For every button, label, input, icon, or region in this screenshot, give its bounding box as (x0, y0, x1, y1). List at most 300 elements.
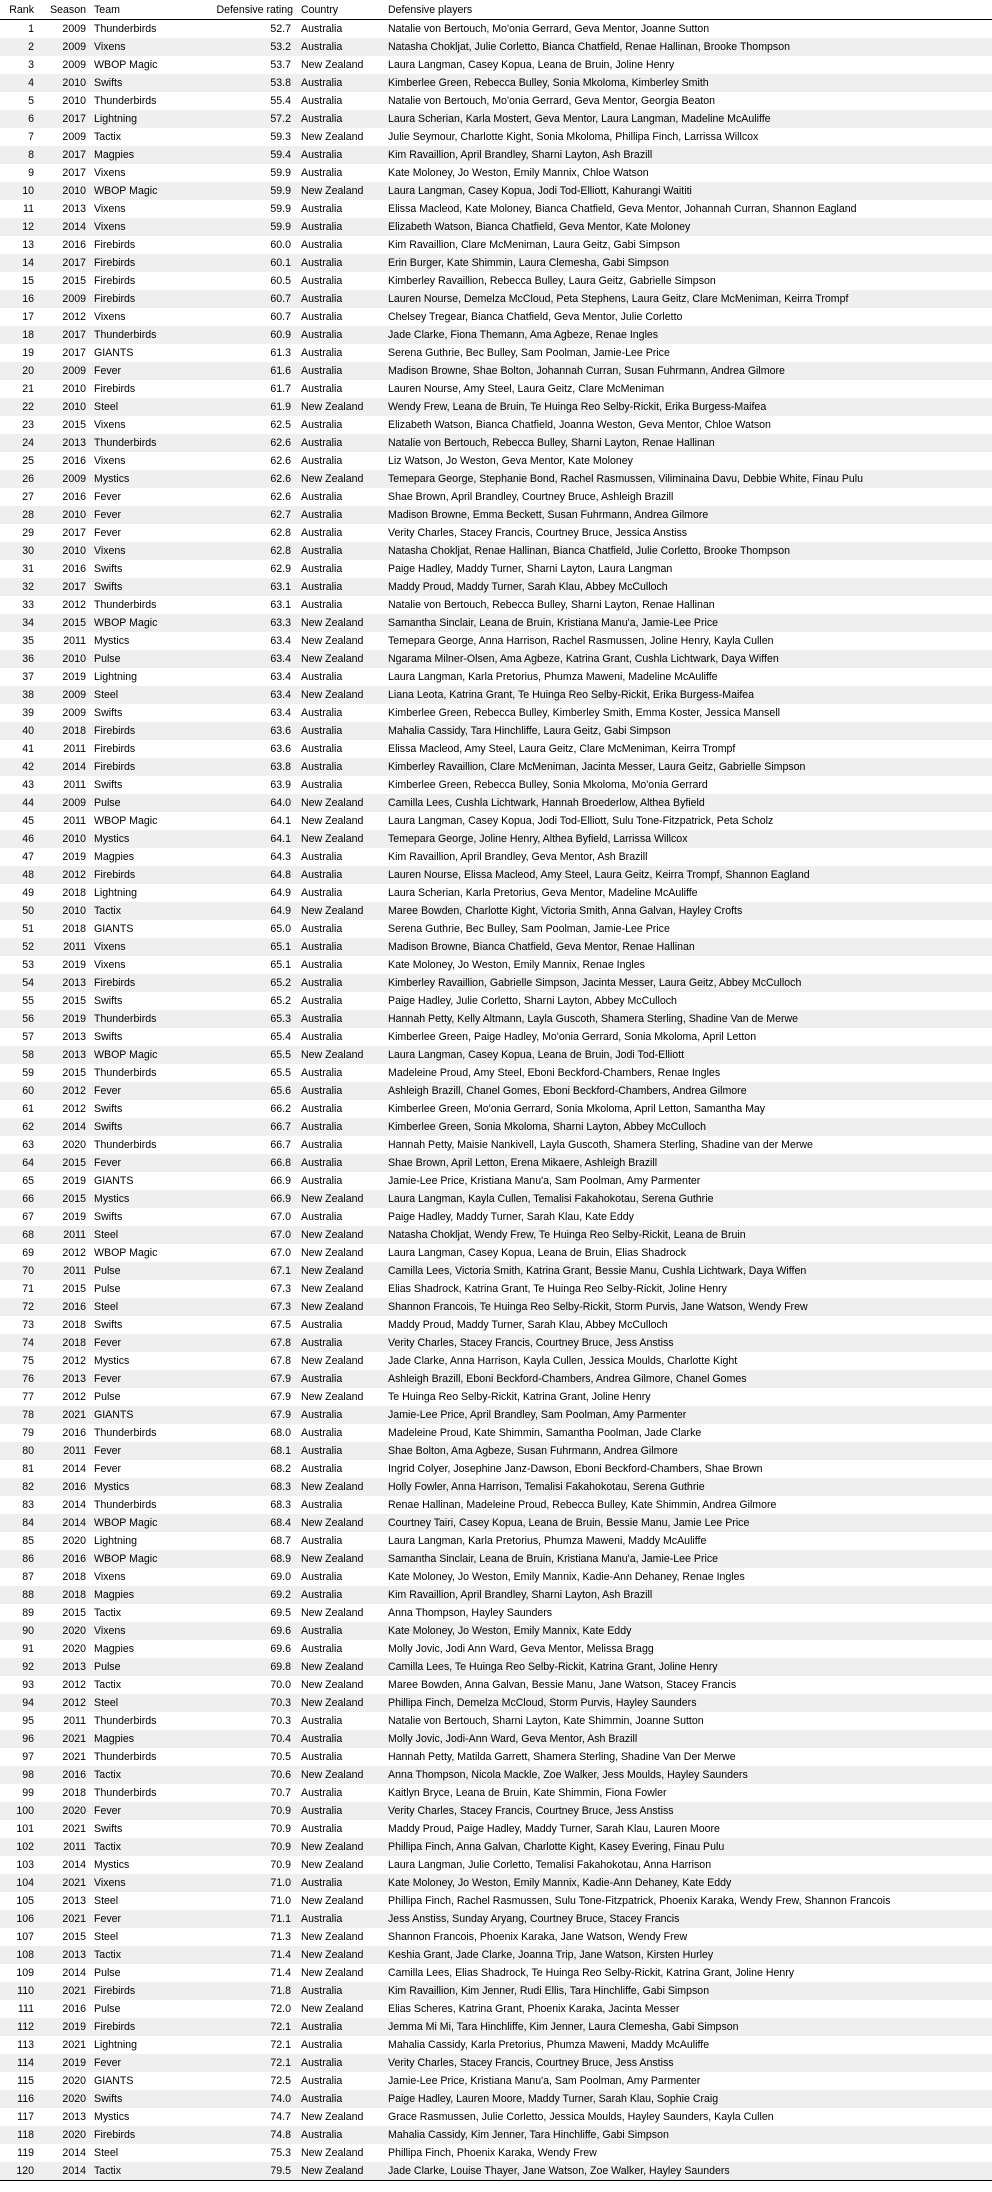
season-cell: 2010 (62, 383, 86, 395)
country-cell: Australia (301, 1103, 343, 1115)
country-cell: New Zealand (301, 635, 364, 647)
table-row (0, 1892, 992, 1910)
country-cell: Australia (301, 1211, 343, 1223)
season-cell: 2020 (62, 1535, 86, 1547)
team-cell: Swifts (94, 563, 123, 575)
table-row (0, 1658, 992, 1676)
rating-cell: 59.9 (203, 218, 297, 236)
rating-cell: 64.1 (203, 830, 297, 848)
players-cell: Laura Langman, Kayla Cullen, Temalisi Fakahokotau, Serena Guthrie (384, 1190, 992, 1208)
rank-cell: 9 (28, 167, 34, 179)
players-cell: Phillipa Finch, Demelza McCloud, Storm Purvis, Hayley Saunders (384, 1694, 992, 1712)
country-cell: New Zealand (297, 1262, 384, 1280)
players-cell: Shae Brown, April Letton, Erena Mikaere, Ashleigh Brazill (384, 1154, 992, 1172)
players-cell: Madeleine Proud, Kate Shimmin, Samantha Poolman, Jade Clarke (388, 1427, 702, 1439)
team-cell: Tactix (94, 1607, 122, 1619)
rating-cell: 69.2 (203, 1586, 297, 1604)
season-cell: 2017 (38, 578, 90, 596)
players-cell: Samantha Sinclair, Leana de Bruin, Kristiana Manu'a, Jamie-Lee Price (384, 614, 992, 632)
players-cell: Elias Scheres, Katrina Grant, Phoenix Karaka, Jacinta Messer (388, 2003, 680, 2015)
season-cell: 2014 (62, 1499, 86, 1511)
country-cell: New Zealand (297, 1298, 384, 1316)
season-cell: 2012 (62, 1391, 86, 1403)
players-cell: Anna Thompson, Nicola Mackle, Zoe Walker, Jess Moulds, Hayley Saunders (384, 1766, 992, 1784)
rank-cell: 49 (22, 887, 34, 899)
players-cell: Kimberley Ravaillion, Gabrielle Simpson, Jacinta Messer, Laura Geitz, Abbey McCulloch (384, 974, 992, 992)
table-row (0, 1334, 992, 1352)
table-row (0, 1982, 992, 2000)
rating-cell: 57.2 (203, 110, 297, 128)
rank-cell: 3 (28, 59, 34, 71)
season-cell: 2017 (38, 254, 90, 272)
rating-cell: 65.0 (270, 923, 291, 935)
season-cell: 2010 (38, 650, 90, 668)
rank-cell: 19 (22, 347, 34, 359)
players-cell: Wendy Frew, Leana de Bruin, Te Huinga Reo Selby-Rickit, Erika Burgess-Maifea (384, 398, 992, 416)
season-cell: 2016 (38, 1550, 90, 1568)
season-cell: 2020 (62, 1643, 86, 1655)
country-cell: Australia (301, 1643, 343, 1655)
players-cell: Jade Clarke, Fiona Themann, Ama Agbeze, Renae Ingles (384, 326, 992, 344)
team-cell: Thunderbirds (90, 326, 203, 344)
players-cell: Lauren Nourse, Amy Steel, Laura Geitz, Clare McMeniman (388, 383, 665, 395)
rank-cell: 10 (0, 182, 38, 200)
rating-cell: 67.0 (270, 1247, 291, 1259)
season-cell: 2019 (38, 2018, 90, 2036)
rank-cell: 72 (0, 1298, 38, 1316)
players-cell: Molly Jovic, Jodi Ann Ward, Geva Mentor, Melissa Bragg (388, 1643, 654, 1655)
rating-cell: 70.3 (203, 1694, 297, 1712)
rank-cell: 43 (22, 779, 34, 791)
rating-cell: 65.1 (203, 938, 297, 956)
team-cell: Vixens (90, 938, 203, 956)
team-cell: Thunderbirds (94, 95, 157, 107)
players-cell: Te Huinga Reo Selby-Rickit, Katrina Grant, Joline Henry (388, 1391, 651, 1403)
rank-cell: 103 (16, 1859, 34, 1871)
season-cell: 2012 (62, 1247, 86, 1259)
season-cell: 2016 (62, 455, 86, 467)
players-cell: Kimberley Ravaillion, Rebecca Bulley, Laura Geitz, Gabrielle Simpson (388, 275, 716, 287)
country-cell: Australia (301, 275, 343, 287)
rating-cell: 67.3 (270, 1283, 291, 1295)
rank-cell: 94 (0, 1694, 38, 1712)
team-cell: Mystics (94, 635, 130, 647)
season-cell: 2018 (62, 1787, 86, 1799)
rating-cell: 69.0 (270, 1571, 291, 1583)
players-cell: Maree Bowden, Anna Galvan, Bessie Manu, Jane Watson, Stacey Francis (388, 1679, 737, 1691)
season-cell: 2012 (38, 866, 90, 884)
team-cell: Pulse (90, 650, 203, 668)
rating-cell: 63.4 (270, 707, 291, 719)
rating-cell: 64.3 (270, 851, 291, 863)
rating-cell: 60.9 (203, 326, 297, 344)
team-cell: Swifts (94, 1319, 123, 1331)
players-cell: Ashleigh Brazill, Eboni Beckford-Chambers, Andrea Gilmore, Chanel Gomes (384, 1370, 992, 1388)
team-cell: Firebirds (94, 275, 136, 287)
rank-cell: 22 (0, 398, 38, 416)
rating-cell: 61.7 (270, 383, 291, 395)
rating-cell: 65.4 (270, 1031, 291, 1043)
country-cell: Australia (301, 743, 343, 755)
table-row (0, 1712, 992, 1730)
players-cell: Grace Rasmussen, Julie Corletto, Jessica Moulds, Hayley Saunders, Kayla Cullen (388, 2111, 774, 2123)
rating-cell: 61.3 (270, 347, 291, 359)
players-cell: Shae Bolton, Ama Agbeze, Susan Fuhrmann, Andrea Gilmore (384, 1442, 992, 1460)
team-cell: Firebirds (90, 974, 203, 992)
table-row (0, 1730, 992, 1748)
team-cell: Fever (90, 362, 203, 380)
table-row (0, 128, 992, 146)
rank-cell: 16 (0, 290, 38, 308)
rating-cell: 63.8 (203, 758, 297, 776)
team-cell: Vixens (90, 38, 203, 56)
season-cell: 2015 (38, 1154, 90, 1172)
table-row (0, 1586, 992, 1604)
season-cell: 2017 (62, 527, 86, 539)
table-row (0, 920, 992, 938)
table-row (0, 1496, 992, 1514)
players-cell: Shae Brown, April Brandley, Courtney Bruce, Ashleigh Brazill (388, 491, 674, 503)
season-cell: 2010 (62, 95, 86, 107)
players-cell: Verity Charles, Stacey Francis, Courtney Bruce, Jess Anstiss (384, 2054, 992, 2072)
season-cell: 2021 (38, 1910, 90, 1928)
country-cell: New Zealand (297, 2162, 384, 2181)
rating-cell: 67.8 (203, 1334, 297, 1352)
table-row (0, 326, 992, 344)
rank-cell: 76 (0, 1370, 38, 1388)
rank-cell: 51 (22, 923, 34, 935)
rank-cell: 29 (22, 527, 34, 539)
team-cell: Thunderbirds (90, 434, 203, 452)
table-row (0, 578, 992, 596)
season-cell: 2013 (38, 1370, 90, 1388)
rating-cell: 68.7 (270, 1535, 291, 1547)
table-row (0, 2090, 992, 2108)
season-cell: 2020 (38, 1622, 90, 1640)
players-cell: Maddy Proud, Paige Hadley, Maddy Turner, Sarah Klau, Lauren Moore (388, 1823, 720, 1835)
country-cell: Australia (297, 1442, 384, 1460)
table-row (0, 146, 992, 164)
rank-cell: 78 (0, 1406, 38, 1424)
table-row (0, 884, 992, 902)
team-cell: Vixens (94, 203, 126, 215)
rank-cell: 91 (22, 1643, 34, 1655)
table-row (0, 362, 992, 380)
country-cell: New Zealand (301, 1679, 364, 1691)
team-cell: Vixens (94, 1571, 126, 1583)
team-cell: Steel (90, 1226, 203, 1244)
rating-cell: 70.0 (270, 1679, 291, 1691)
team-cell: Vixens (90, 1622, 203, 1640)
table-row (0, 704, 992, 722)
players-cell: Maddy Proud, Maddy Turner, Sarah Klau, Abbey McCulloch (384, 578, 992, 596)
rating-cell: 62.8 (203, 542, 297, 560)
table-row (0, 1388, 992, 1406)
team-cell: Pulse (90, 1658, 203, 1676)
team-cell: Mystics (94, 1859, 130, 1871)
team-cell: Swifts (90, 2090, 203, 2108)
team-cell: Steel (94, 1895, 119, 1907)
season-cell: 2011 (38, 938, 90, 956)
season-cell: 2009 (62, 131, 86, 143)
team-cell: Tactix (90, 1946, 203, 1964)
season-cell: 2010 (38, 542, 90, 560)
players-cell: Mahalia Cassidy, Karla Pretorius, Phumza Maweni, Maddy McAuliffe (388, 2039, 710, 2051)
country-cell: New Zealand (297, 1658, 384, 1676)
rating-cell: 53.8 (203, 74, 297, 92)
table-row (0, 1082, 992, 1100)
country-cell: Australia (301, 1823, 343, 1835)
rank-cell: 38 (0, 686, 38, 704)
rating-cell: 67.1 (203, 1262, 297, 1280)
table-row (0, 812, 992, 830)
rank-cell: 93 (22, 1679, 34, 1691)
season-cell: 2014 (38, 758, 90, 776)
season-cell: 2015 (62, 419, 86, 431)
season-cell: 2019 (38, 2054, 90, 2072)
season-cell: 2009 (38, 686, 90, 704)
country-cell: Australia (297, 1586, 384, 1604)
players-cell: Paige Hadley, Maddy Turner, Sarah Klau, Kate Eddy (388, 1211, 634, 1223)
rank-cell: 59 (22, 1067, 34, 1079)
season-cell: 2019 (62, 851, 86, 863)
team-cell: Lightning (94, 887, 138, 899)
rating-cell: 63.4 (270, 671, 291, 683)
team-cell: Swifts (90, 578, 203, 596)
table-row (0, 956, 992, 974)
players-cell: Lauren Nourse, Demelza McCloud, Peta Stephens, Laura Geitz, Clare McMeniman, Keirra Trompf (384, 290, 992, 308)
team-cell: Steel (90, 398, 203, 416)
country-cell: Australia (297, 722, 384, 740)
rank-cell: 28 (0, 506, 38, 524)
season-cell: 2012 (38, 1082, 90, 1100)
team-cell: Thunderbirds (90, 1010, 203, 1028)
rating-cell: 62.6 (203, 434, 297, 452)
team-cell: Vixens (90, 218, 203, 236)
table-row (0, 2162, 992, 2181)
players-cell: Paige Hadley, Lauren Moore, Maddy Turner, Sarah Klau, Sophie Craig (384, 2090, 992, 2108)
country-cell: New Zealand (297, 1478, 384, 1496)
rating-cell: 63.4 (203, 650, 297, 668)
table-row (0, 164, 992, 182)
rank-cell: 2 (0, 38, 38, 56)
table-row (0, 2072, 992, 2090)
team-cell: Mystics (94, 1355, 130, 1367)
rating-cell: 66.9 (203, 1190, 297, 1208)
country-cell: Australia (301, 1031, 343, 1043)
rating-cell: 66.7 (203, 1118, 297, 1136)
team-cell: Tactix (90, 1766, 203, 1784)
team-cell: WBOP Magic (90, 182, 203, 200)
rank-cell: 112 (0, 2018, 38, 2036)
season-cell: 2018 (62, 923, 86, 935)
rating-cell: 63.1 (203, 578, 297, 596)
table-row (0, 1622, 992, 1640)
rank-cell: 5 (28, 95, 34, 107)
table-row (0, 1028, 992, 1046)
rank-cell: 105 (16, 1895, 34, 1907)
rank-cell: 102 (0, 1838, 38, 1856)
season-cell: 2016 (38, 1298, 90, 1316)
rating-cell: 70.3 (270, 1715, 291, 1727)
country-cell: New Zealand (301, 1283, 364, 1295)
rating-cell: 68.1 (203, 1442, 297, 1460)
rating-cell: 60.1 (203, 254, 297, 272)
table-row (0, 614, 992, 632)
season-cell: 2015 (62, 995, 86, 1007)
table-row (0, 452, 992, 470)
rank-cell: 41 (22, 743, 34, 755)
rank-cell: 37 (22, 671, 34, 683)
rating-cell: 70.9 (203, 1802, 297, 1820)
table-row (0, 1064, 992, 1082)
rating-cell: 70.6 (203, 1766, 297, 1784)
table-row (0, 1244, 992, 1262)
players-cell: Courtney Tairi, Casey Kopua, Leana de Bruin, Bessie Manu, Jamie Lee Price (384, 1514, 992, 1532)
players-cell: Phillipa Finch, Rachel Rasmussen, Sulu Tone-Fitzpatrick, Phoenix Karaka, Wendy Frew, Shannon Francois (388, 1895, 891, 1907)
table-row (0, 2054, 992, 2072)
players-cell: Hannah Petty, Kelly Altmann, Layla Guscoth, Shamera Sterling, Shadine Van de Merwe (384, 1010, 992, 1028)
players-cell: Kate Moloney, Jo Weston, Emily Mannix, Kate Eddy (384, 1622, 992, 1640)
country-cell: Australia (297, 974, 384, 992)
country-cell: Australia (297, 578, 384, 596)
country-cell: New Zealand (297, 1190, 384, 1208)
rank-cell: 99 (22, 1787, 34, 1799)
players-cell: Temepara George, Stephanie Bond, Rachel Rasmussen, Viliminaina Davu, Debbie White, Finau Pulu (384, 470, 992, 488)
rating-cell: 63.4 (270, 635, 291, 647)
table-row (0, 470, 992, 488)
season-cell: 2014 (62, 1859, 86, 1871)
season-cell: 2011 (63, 743, 86, 755)
country-cell: Australia (301, 1535, 343, 1547)
table-row (0, 1532, 992, 1550)
team-cell: Fever (90, 2054, 203, 2072)
rating-cell: 74.7 (270, 2111, 291, 2123)
team-cell: Tactix (94, 1679, 122, 1691)
season-cell: 2009 (38, 362, 90, 380)
team-cell: Pulse (90, 794, 203, 812)
season-cell: 2020 (62, 2075, 86, 2087)
season-cell: 2009 (38, 38, 90, 56)
table-row (0, 1226, 992, 1244)
season-cell: 2016 (62, 2003, 86, 2015)
country-cell: Australia (301, 671, 343, 683)
team-cell: Firebirds (90, 758, 203, 776)
table-row (0, 938, 992, 956)
players-cell: Laura Langman, Casey Kopua, Leana de Bruin, Joline Henry (388, 59, 675, 71)
table-body (0, 20, 992, 2181)
country-cell: Australia (297, 254, 384, 272)
season-cell: 2011 (38, 1442, 90, 1460)
players-cell: Mahalia Cassidy, Tara Hinchliffe, Laura Geitz, Gabi Simpson (384, 722, 992, 740)
season-cell: 2017 (62, 167, 86, 179)
team-cell: Vixens (90, 542, 203, 560)
season-cell: 2010 (38, 182, 90, 200)
rank-cell: 84 (0, 1514, 38, 1532)
rank-cell: 92 (0, 1658, 38, 1676)
rank-cell: 86 (0, 1550, 38, 1568)
rank-cell: 81 (22, 1463, 34, 1475)
rank-cell: 14 (0, 254, 38, 272)
players-cell: Kate Moloney, Jo Weston, Emily Mannix, Renae Ingles (388, 959, 645, 971)
rating-cell: 69.6 (270, 1643, 291, 1655)
season-cell: 2011 (38, 1262, 90, 1280)
season-cell: 2010 (38, 830, 90, 848)
season-cell: 2021 (62, 1751, 86, 1763)
season-cell: 2014 (38, 2162, 90, 2181)
players-cell: Ashleigh Brazill, Chanel Gomes, Eboni Beckford-Chambers, Andrea Gilmore (384, 1082, 992, 1100)
players-cell: Jemma Mi Mi, Tara Hinchliffe, Kim Jenner, Laura Clemesha, Gabi Simpson (384, 2018, 992, 2036)
players-cell: Serena Guthrie, Bec Bulley, Sam Poolman, Jamie-Lee Price (388, 347, 670, 359)
rank-cell: 33 (22, 599, 34, 611)
rating-cell: 68.3 (203, 1478, 297, 1496)
table-row (0, 1784, 992, 1802)
rank-cell: 46 (0, 830, 38, 848)
rank-cell: 15 (22, 275, 34, 287)
table-row (0, 110, 992, 128)
players-cell: Jade Clarke, Anna Harrison, Kayla Cullen, Jessica Moulds, Charlotte Kight (388, 1355, 738, 1367)
rank-cell: 63 (22, 1139, 34, 1151)
players-cell: Mahalia Cassidy, Kim Jenner, Tara Hinchliffe, Gabi Simpson (384, 2126, 992, 2144)
rating-cell: 67.0 (203, 1226, 297, 1244)
team-cell: Tactix (90, 1838, 203, 1856)
team-cell: Thunderbirds (94, 1751, 157, 1763)
country-cell: Australia (297, 506, 384, 524)
season-cell: 2011 (63, 635, 86, 647)
team-cell: Lightning (90, 110, 203, 128)
table-row (0, 1010, 992, 1028)
rating-cell: 64.1 (270, 815, 291, 827)
rank-cell: 55 (22, 995, 34, 1007)
season-cell: 2017 (38, 110, 90, 128)
season-cell: 2012 (62, 599, 86, 611)
table-row (0, 830, 992, 848)
country-cell: New Zealand (297, 1766, 384, 1784)
table-row (0, 1100, 992, 1118)
season-cell: 2009 (38, 794, 90, 812)
country-cell: Australia (301, 311, 343, 323)
rating-cell: 68.2 (270, 1463, 291, 1475)
country-cell: Australia (301, 1139, 343, 1151)
rating-cell: 62.6 (203, 470, 297, 488)
country-cell: Australia (301, 1787, 343, 1799)
season-cell: 2018 (38, 1586, 90, 1604)
rank-cell: 48 (0, 866, 38, 884)
players-cell: Kimberlee Green, Rebecca Bulley, Kimberley Smith, Emma Koster, Jessica Mansell (388, 707, 780, 719)
rank-cell: 89 (22, 1607, 34, 1619)
team-cell: WBOP Magic (94, 59, 158, 71)
players-cell: Jade Clarke, Louise Thayer, Jane Watson, Zoe Walker, Hayley Saunders (384, 2162, 992, 2181)
rating-cell: 72.1 (203, 2054, 297, 2072)
table-row (0, 1694, 992, 1712)
country-cell: New Zealand (297, 182, 384, 200)
country-cell: Australia (301, 95, 343, 107)
table-row (0, 1802, 992, 1820)
table-row (0, 20, 992, 39)
table-row (0, 1568, 992, 1586)
season-cell: 2013 (38, 1658, 90, 1676)
season-cell: 2013 (62, 203, 86, 215)
players-cell: Kim Ravaillion, April Brandley, Sharni Layton, Ash Brazill (384, 146, 992, 164)
players-cell: Elizabeth Watson, Bianca Chatfield, Joanna Weston, Geva Mentor, Chloe Watson (388, 419, 771, 431)
country-cell: Australia (297, 1622, 384, 1640)
team-cell: Thunderbirds (94, 1427, 157, 1439)
rank-cell: 30 (0, 542, 38, 560)
table-row (0, 1172, 992, 1190)
rating-cell: 62.5 (270, 419, 291, 431)
team-cell: Magpies (94, 1643, 135, 1655)
country-cell: New Zealand (297, 1226, 384, 1244)
